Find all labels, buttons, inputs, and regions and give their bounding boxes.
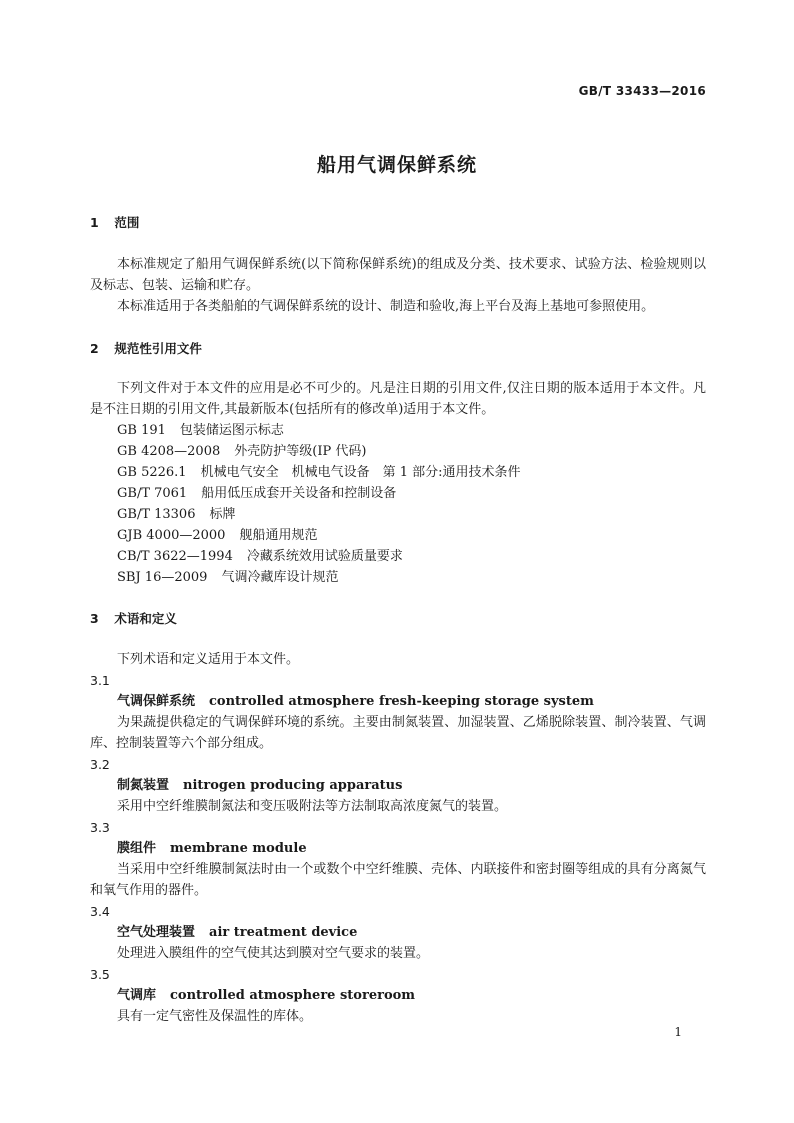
reference-item [90,567,706,588]
section-number: 2 [90,341,99,356]
section-3 [90,608,706,629]
term-english: air treatment device [209,925,358,940]
paragraph: 本标准适用于各类船舶的气调保鲜系统的设计、制造和验收,海上平台及海上基地可参照使用。 [117,299,655,314]
reference-code: CB/T 3622—1994 [117,549,233,564]
reference-item [90,546,706,567]
reference-title: 标牌 [209,507,236,522]
term-definition: 为果蔬提供稳定的气调保鲜环境的系统。主要由制氮装置、加湿装置、乙烯脱除装置、制冷装置、气调库、控制装置等六个部分组成。 [90,715,706,751]
term-heading [90,775,706,796]
reference-code: GJB 4000—2000 [117,528,226,543]
reference-title: 机械电气安全 机械电气设备 第 1 部分:通用技术条件 [200,465,521,480]
reference-title: 冷藏系统效用试验质量要求 [246,549,403,564]
term-english: controlled atmosphere fresh-keeping storage system [209,694,594,709]
page-number: 1 [674,1025,682,1039]
term-chinese: 气调保鲜系统 [117,694,196,709]
term-heading [90,691,706,712]
reference-code: GB/T 13306 [117,507,196,522]
term-heading [90,985,706,1006]
section-1-heading [90,212,706,233]
section-1-body [90,254,706,317]
term-chinese: 制氮装置 [117,778,170,793]
term-english: nitrogen producing apparatus [183,778,403,793]
section-title: 规范性引用文件 [114,341,202,356]
reference-code: GB 191 [117,423,166,438]
standard-code: GB/T 33433—2016 [578,84,706,98]
reference-code: GB 5226.1 [117,465,187,480]
term-number: 3.1 [90,673,110,688]
reference-title: 外壳防护等级(IP 代码) [234,444,367,459]
section-2 [90,338,706,359]
term-heading [90,838,706,859]
paragraph: 本标准规定了船用气调保鲜系统(以下简称保鲜系统)的组成及分类、技术要求、试验方法、检验规则以及标志、包装、运输和贮存。 [90,257,706,293]
term-english: membrane module [170,841,307,856]
reference-title: 包装储运图示标志 [179,423,284,438]
reference-item [90,420,706,441]
reference-code: GB 4208—2008 [117,444,221,459]
reference-title: 船用低压成套开关设备和控制设备 [201,486,397,501]
section-2-heading [90,338,706,359]
section-3-heading [90,608,706,629]
reference-item [90,483,706,504]
reference-code: GB/T 7061 [117,486,188,501]
section-title: 范围 [114,215,140,230]
term-definition: 处理进入膜组件的空气使其达到膜对空气要求的装置。 [117,946,430,961]
section-number: 3 [90,611,99,626]
section-2-body [90,378,706,588]
reference-title: 舰船通用规范 [239,528,318,543]
section-3-body [90,649,706,1027]
term-number: 3.5 [90,967,110,982]
section-number: 1 [90,215,99,230]
reference-code: SBJ 16—2009 [117,570,208,585]
term-chinese: 气调库 [117,988,157,1003]
document-title: 船用气调保鲜系统 [316,154,477,176]
term-number: 3.4 [90,904,110,919]
paragraph: 下列术语和定义适用于本文件。 [117,652,300,667]
term-chinese: 空气处理装置 [117,925,196,940]
reference-title: 气调冷藏库设计规范 [221,570,339,585]
term-number: 3.2 [90,757,110,772]
reference-item [90,525,706,546]
term-definition: 当采用中空纤维膜制氮法时由一个或数个中空纤维膜、壳体、内联接件和密封圈等组成的具有分离氮气和氧气作用的器件。 [90,862,706,898]
section-title: 术语和定义 [114,611,177,626]
term-english: controlled atmosphere storeroom [170,988,416,1003]
section-1 [90,212,706,233]
reference-item [90,462,706,483]
reference-item [90,441,706,462]
term-definition: 采用中空纤维膜制氮法和变压吸附法等方法制取高浓度氮气的装置。 [117,799,508,814]
term-number: 3.3 [90,820,110,835]
term-heading [90,922,706,943]
term-chinese: 膜组件 [117,841,157,856]
term-definition: 具有一定气密性及保温性的库体。 [117,1009,313,1024]
paragraph: 下列文件对于本文件的应用是必不可少的。凡是注日期的引用文件,仅注日期的版本适用于本文件。凡是不注日期的引用文件,其最新版本(包括所有的修改单)适用于本文件。 [90,381,706,417]
reference-item [90,504,706,525]
